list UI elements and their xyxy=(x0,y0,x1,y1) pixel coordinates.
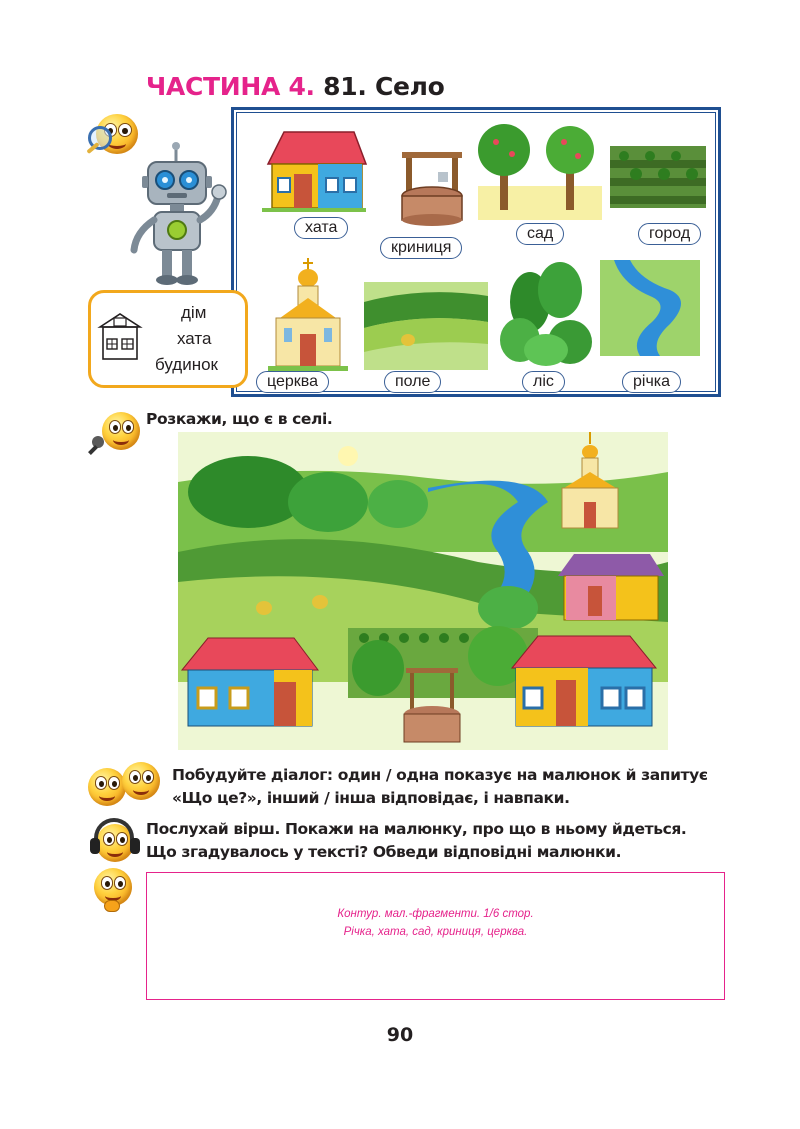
synonym-word: дім xyxy=(181,303,207,322)
river-picture xyxy=(600,260,700,356)
synonym-word: будинок xyxy=(155,355,218,374)
placeholder-note-line1: Контур. мал.-фрагменти. 1/6 стор. xyxy=(337,908,534,920)
placeholder-note-line2: Річка, хата, сад, криниця, церква. xyxy=(343,926,528,938)
word-label: ліс xyxy=(522,371,565,393)
word-label: річка xyxy=(622,371,681,393)
thinking-emoji-icon xyxy=(90,866,136,912)
orchard-picture xyxy=(478,116,602,220)
well-picture xyxy=(394,150,470,226)
vegetable-garden-picture xyxy=(610,146,706,208)
vocabulary-frame xyxy=(231,107,721,397)
instruction-listen-line1: Послухай вірш. Покажи на малюнку, про що в ньому йдеться. xyxy=(146,820,687,838)
word-label: криниця xyxy=(380,237,462,259)
house-icon xyxy=(97,311,143,361)
word-label: церква xyxy=(256,371,329,393)
part-label: ЧАСТИНА 4. xyxy=(146,72,315,101)
church-picture xyxy=(258,256,358,372)
instruction-dialog-line1: Побудуйте діалог: один / одна показує на малюнок й запитує xyxy=(172,766,708,784)
lesson-topic: 81. Село xyxy=(323,72,445,101)
microphone-emoji-icon xyxy=(86,408,142,458)
word-label: хата xyxy=(294,217,348,239)
pair-emoji-icon xyxy=(88,762,164,812)
house-picture xyxy=(258,126,370,212)
word-label: город xyxy=(638,223,701,245)
instruction-tell: Розкажи, що є в селі. xyxy=(146,410,333,428)
field-picture xyxy=(364,282,488,370)
page-number: 90 xyxy=(386,1024,414,1046)
word-label: поле xyxy=(384,371,441,393)
robot-icon xyxy=(118,140,242,290)
word-label: сад xyxy=(516,223,564,245)
synonym-box xyxy=(88,290,248,388)
instruction-dialog-line2: «Що це?», інший / інша відповідає, і навпаки. xyxy=(172,789,570,807)
synonym-word: хата xyxy=(177,329,212,348)
instruction-listen-line2: Що згадувалось у тексті? Обведи відповідні малюнки. xyxy=(146,843,622,861)
headphones-emoji-icon xyxy=(90,816,140,864)
page-title xyxy=(146,72,445,101)
forest-picture xyxy=(500,258,596,368)
illustration-placeholder xyxy=(146,872,725,1000)
village-scene-picture xyxy=(178,432,668,750)
